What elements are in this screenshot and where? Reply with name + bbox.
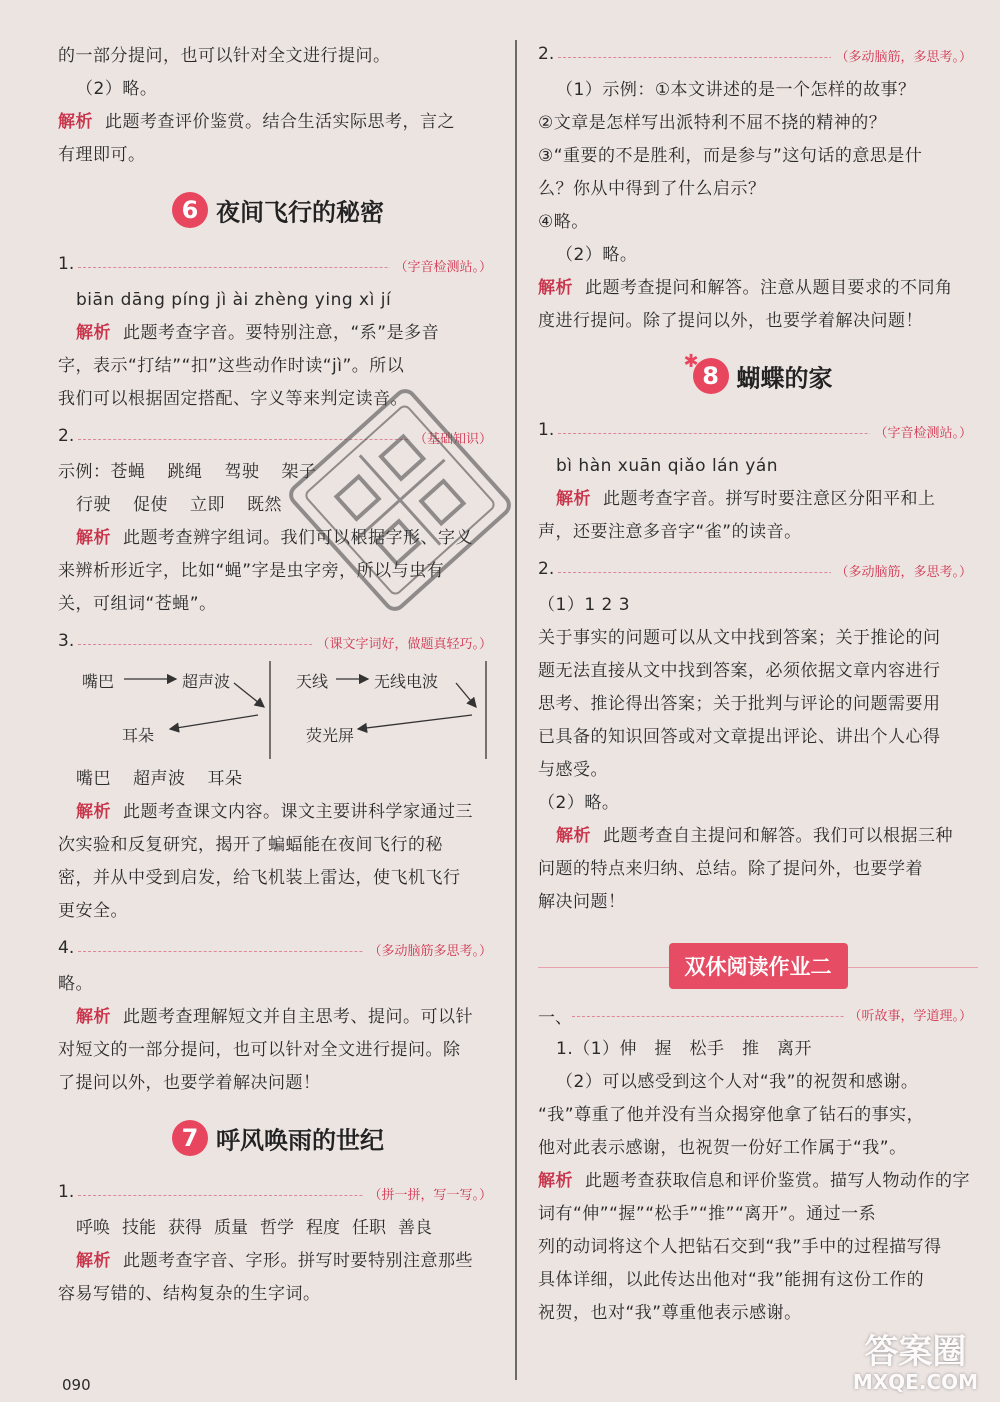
- text-line: 解决问题！: [538, 892, 626, 912]
- text-line: 对短文的一部分提问，也可以针对全文进行提问。除: [58, 1040, 461, 1060]
- arrow: [234, 683, 264, 707]
- analysis-text: 此题考查提问和解答。注意从题目要求的不同角: [585, 278, 953, 298]
- section-heading-6: [58, 192, 498, 238]
- diagram-label: 嘴巴: [82, 672, 115, 691]
- question-header: [538, 40, 978, 74]
- flow-diagram: [58, 661, 498, 763]
- question-number: 2.: [538, 559, 555, 579]
- word: 善良: [398, 1218, 432, 1238]
- text-line: （2）可以感受到这个人对“我”的祝贺和感谢。: [556, 1072, 919, 1092]
- question-number: 1.: [58, 1182, 75, 1202]
- question-tag: （字音检测站。）: [870, 422, 972, 441]
- question-number: 2.: [58, 426, 75, 446]
- right-column: [538, 40, 978, 1330]
- question-tag: （多动脑筋，多思考。）: [831, 46, 972, 65]
- word: 嘴巴: [76, 769, 111, 789]
- analysis-label: 解析: [76, 1251, 111, 1271]
- text-line: （2）略。: [76, 79, 158, 99]
- word: 跳绳: [167, 462, 203, 482]
- word: 驾驶: [224, 462, 260, 482]
- word: 质量: [214, 1218, 248, 1238]
- question-tag: （听故事，学道理。）: [844, 1005, 972, 1024]
- text-line: 有理即可。: [58, 145, 146, 165]
- text-line: 的一部分提问，也可以针对全文进行提问。: [58, 46, 391, 66]
- text-line: 密，并从中受到启发，给飞机装上雷达，使飞机飞行: [58, 868, 461, 888]
- text-line: 关，可组词“苍蝇”。: [58, 594, 217, 614]
- diagram-label: 天线: [296, 672, 329, 691]
- question-number: 一、: [538, 1008, 572, 1028]
- question-header: [538, 555, 978, 589]
- text-line: 了提问以外，也要学着解决问题！: [58, 1073, 321, 1093]
- text-line: 我们可以根据固定搭配、字义等来判定读音。: [58, 389, 408, 409]
- analysis-text: 此题考查自主提问和解答。我们可以根据三种: [603, 826, 953, 846]
- watermark-url: MXQE.COM: [852, 1370, 978, 1394]
- analysis-line: [58, 106, 498, 139]
- question-tag: （基础知识）: [410, 428, 492, 447]
- question-header: [58, 627, 498, 661]
- word: 示例：苍蝇: [58, 462, 146, 482]
- word: 既然: [247, 495, 282, 515]
- question-number: 1.: [58, 254, 75, 274]
- analysis-label: 解析: [76, 323, 111, 343]
- arrow: [170, 715, 258, 729]
- question-tag: （多动脑筋多思考。）: [364, 940, 492, 959]
- analysis-line: [58, 1245, 498, 1278]
- text-line: 列的动词将这个人把钻石交到“我”手中的过程描写得: [538, 1237, 942, 1257]
- text-line: 来辨析形近字，比如“蝇”字是虫字旁，所以与虫有: [58, 561, 445, 581]
- analysis-text: 此题考查课文内容。课文主要讲科学家通过三: [123, 802, 473, 822]
- word: 技能: [122, 1218, 156, 1238]
- analysis-line: [538, 1165, 978, 1198]
- question-header: [58, 250, 498, 284]
- question-number: 1.: [538, 420, 555, 440]
- page-number: 090: [62, 1376, 91, 1394]
- text-line: ④略。: [538, 212, 589, 232]
- analysis-text: 此题考查理解短文并自主思考、提问。可以针: [123, 1007, 473, 1027]
- section-heading-8: [538, 350, 978, 404]
- question-tag: （拼一拼，写一写。）: [364, 1184, 492, 1203]
- question-number: 2.: [538, 44, 555, 64]
- word: 程度: [306, 1218, 340, 1238]
- text-line: 1.（1）伸 握 松手 推 离开: [556, 1039, 813, 1059]
- homework-banner: [538, 943, 978, 989]
- text-line: 更安全。: [58, 901, 128, 921]
- text-line: （2）略。: [556, 245, 638, 265]
- analysis-text: 此题考查获取信息和评价鉴赏。描写人物动作的字: [585, 1171, 970, 1191]
- analysis-label: 解析: [538, 1171, 573, 1191]
- word: 促使: [133, 495, 168, 515]
- text-line: 声，还要注意多音字“雀”的读音。: [538, 522, 802, 542]
- text-line: 么？你从中得到了什么启示？: [538, 179, 766, 199]
- analysis-line: [538, 272, 978, 305]
- banner-title: 双休阅读作业二: [669, 943, 848, 989]
- analysis-text: 此题考查辨字组词。我们可以根据字形、字义: [123, 528, 473, 548]
- section-number-badge: 6: [172, 192, 208, 228]
- analysis-label: 解析: [538, 278, 573, 298]
- word: 行驶: [76, 495, 111, 515]
- text-line: 题无法直接从文中找到答案，必须依据文章内容进行: [538, 661, 941, 681]
- word-row: [58, 763, 498, 796]
- text-line: 容易写错的、结构复杂的生字词。: [58, 1284, 321, 1304]
- analysis-text: 此题考查评价鉴赏。结合生活实际思考，言之: [105, 112, 455, 132]
- analysis-line: [58, 1001, 498, 1034]
- section-number-badge: 7: [172, 1120, 208, 1156]
- text-line: 略。: [58, 974, 93, 994]
- diagram-label: 耳朵: [122, 726, 155, 745]
- analysis-line: [538, 820, 978, 853]
- text-line: 词有“伸”“握”“松手”“推”“离开”。通过一系: [538, 1204, 877, 1224]
- star-icon: ✱: [683, 350, 699, 372]
- arrow: [456, 683, 476, 707]
- analysis-text: 此题考查字音、字形。拼写时要特别注意那些: [123, 1251, 473, 1271]
- word: 哲学: [260, 1218, 294, 1238]
- text-line: 问题的特点来归纳、总结。除了提问外，也要学着: [538, 859, 923, 879]
- text-line: 度进行提问。除了提问以外，也要学着解决问题！: [538, 311, 923, 331]
- text-line: （1）1 2 3: [538, 595, 631, 615]
- text-line: 具体详细，以此传达出他对“我”能拥有这份工作的: [538, 1270, 925, 1290]
- question-tag: （多动脑筋，多思考。）: [831, 561, 972, 580]
- word: 任职: [352, 1218, 386, 1238]
- text-line: 思考、推论得出答案；关于批判与评论的问题需要用: [538, 694, 941, 714]
- analysis-label: 解析: [58, 112, 93, 132]
- question-tag: （课文字词好，做题真轻巧。）: [312, 633, 492, 652]
- stamp-seal: [280, 380, 520, 620]
- question-header: [58, 1178, 498, 1212]
- diagram-label: 荧光屏: [306, 726, 355, 745]
- word: 获得: [168, 1218, 202, 1238]
- analysis-label: 解析: [556, 489, 591, 509]
- analysis-label: 解析: [76, 528, 111, 548]
- word: 超声波: [133, 769, 186, 789]
- analysis-label: 解析: [556, 826, 591, 846]
- pinyin-line: biān dāng píng jì ài zhèng ying xì jí: [76, 290, 392, 310]
- section-title: 蝴蝶的家: [736, 364, 833, 393]
- diagram-label: 超声波: [182, 672, 231, 691]
- question-header: [538, 999, 978, 1033]
- section-title: 呼风唤雨的世纪: [216, 1126, 384, 1155]
- question-header: [538, 416, 978, 450]
- question-number: 3.: [58, 631, 75, 651]
- text-line: 他对此表示感谢，也祝贺一份好工作属于“我”。: [538, 1138, 907, 1158]
- text-line: 与感受。: [538, 760, 608, 780]
- word-row: [58, 1212, 498, 1245]
- text-line: ③“重要的不是胜利，而是参与”这句话的意思是什: [538, 146, 923, 166]
- site-watermark: [853, 1334, 978, 1394]
- text-line: （2）略。: [538, 793, 620, 813]
- analysis-label: 解析: [76, 1007, 111, 1027]
- column-divider: [515, 40, 517, 1380]
- word: 耳朵: [207, 769, 243, 789]
- analysis-text: 此题考查字音。要特别注意，“系”是多音: [123, 323, 440, 343]
- left-column: [58, 40, 498, 1311]
- text-line: 祝贺，也对“我”尊重他表示感谢。: [538, 1303, 802, 1323]
- analysis-text: 此题考查字音。拼写时要注意区分阳平和上: [603, 489, 936, 509]
- question-number: 4.: [58, 938, 75, 958]
- text-line: 关于事实的问题可以从文中找到答案；关于推论的问: [538, 628, 941, 648]
- question-header: [58, 934, 498, 968]
- arrow: [358, 715, 472, 729]
- section-title: 夜间飞行的秘密: [216, 198, 384, 227]
- word: 架子: [281, 462, 317, 482]
- text-line: “我”尊重了他并没有当众揭穿他拿了钻石的事实，: [538, 1105, 925, 1125]
- analysis-label: 解析: [76, 802, 111, 822]
- analysis-line: [58, 317, 498, 350]
- diagram-label: 无线电波: [374, 672, 439, 691]
- text-line: 次实验和反复研究，揭开了蝙蝠能在夜间飞行的秘: [58, 835, 443, 855]
- word: 立即: [190, 495, 225, 515]
- text-line: 已具备的知识回答或对文章提出评论、讲出个人心得: [538, 727, 941, 747]
- analysis-line: [58, 796, 498, 829]
- pinyin-line: bì hàn xuān qiǎo lán yán: [556, 456, 779, 476]
- section-number-badge: 8: [693, 358, 729, 394]
- watermark-title: 答案圈: [864, 1332, 967, 1372]
- word: 呼唤: [76, 1218, 110, 1238]
- text-line: （1）示例：①本文讲述的是一个怎样的故事？: [556, 80, 916, 100]
- section-heading-7: [58, 1120, 498, 1166]
- text-line: ②文章是怎样写出派特利不屈不挠的精神的？: [538, 113, 887, 133]
- analysis-line: [538, 483, 978, 516]
- text-line: 字，表示“打结”“扣”这些动作时读“jì”。所以: [58, 356, 405, 376]
- question-tag: （字音检测站。）: [390, 256, 492, 275]
